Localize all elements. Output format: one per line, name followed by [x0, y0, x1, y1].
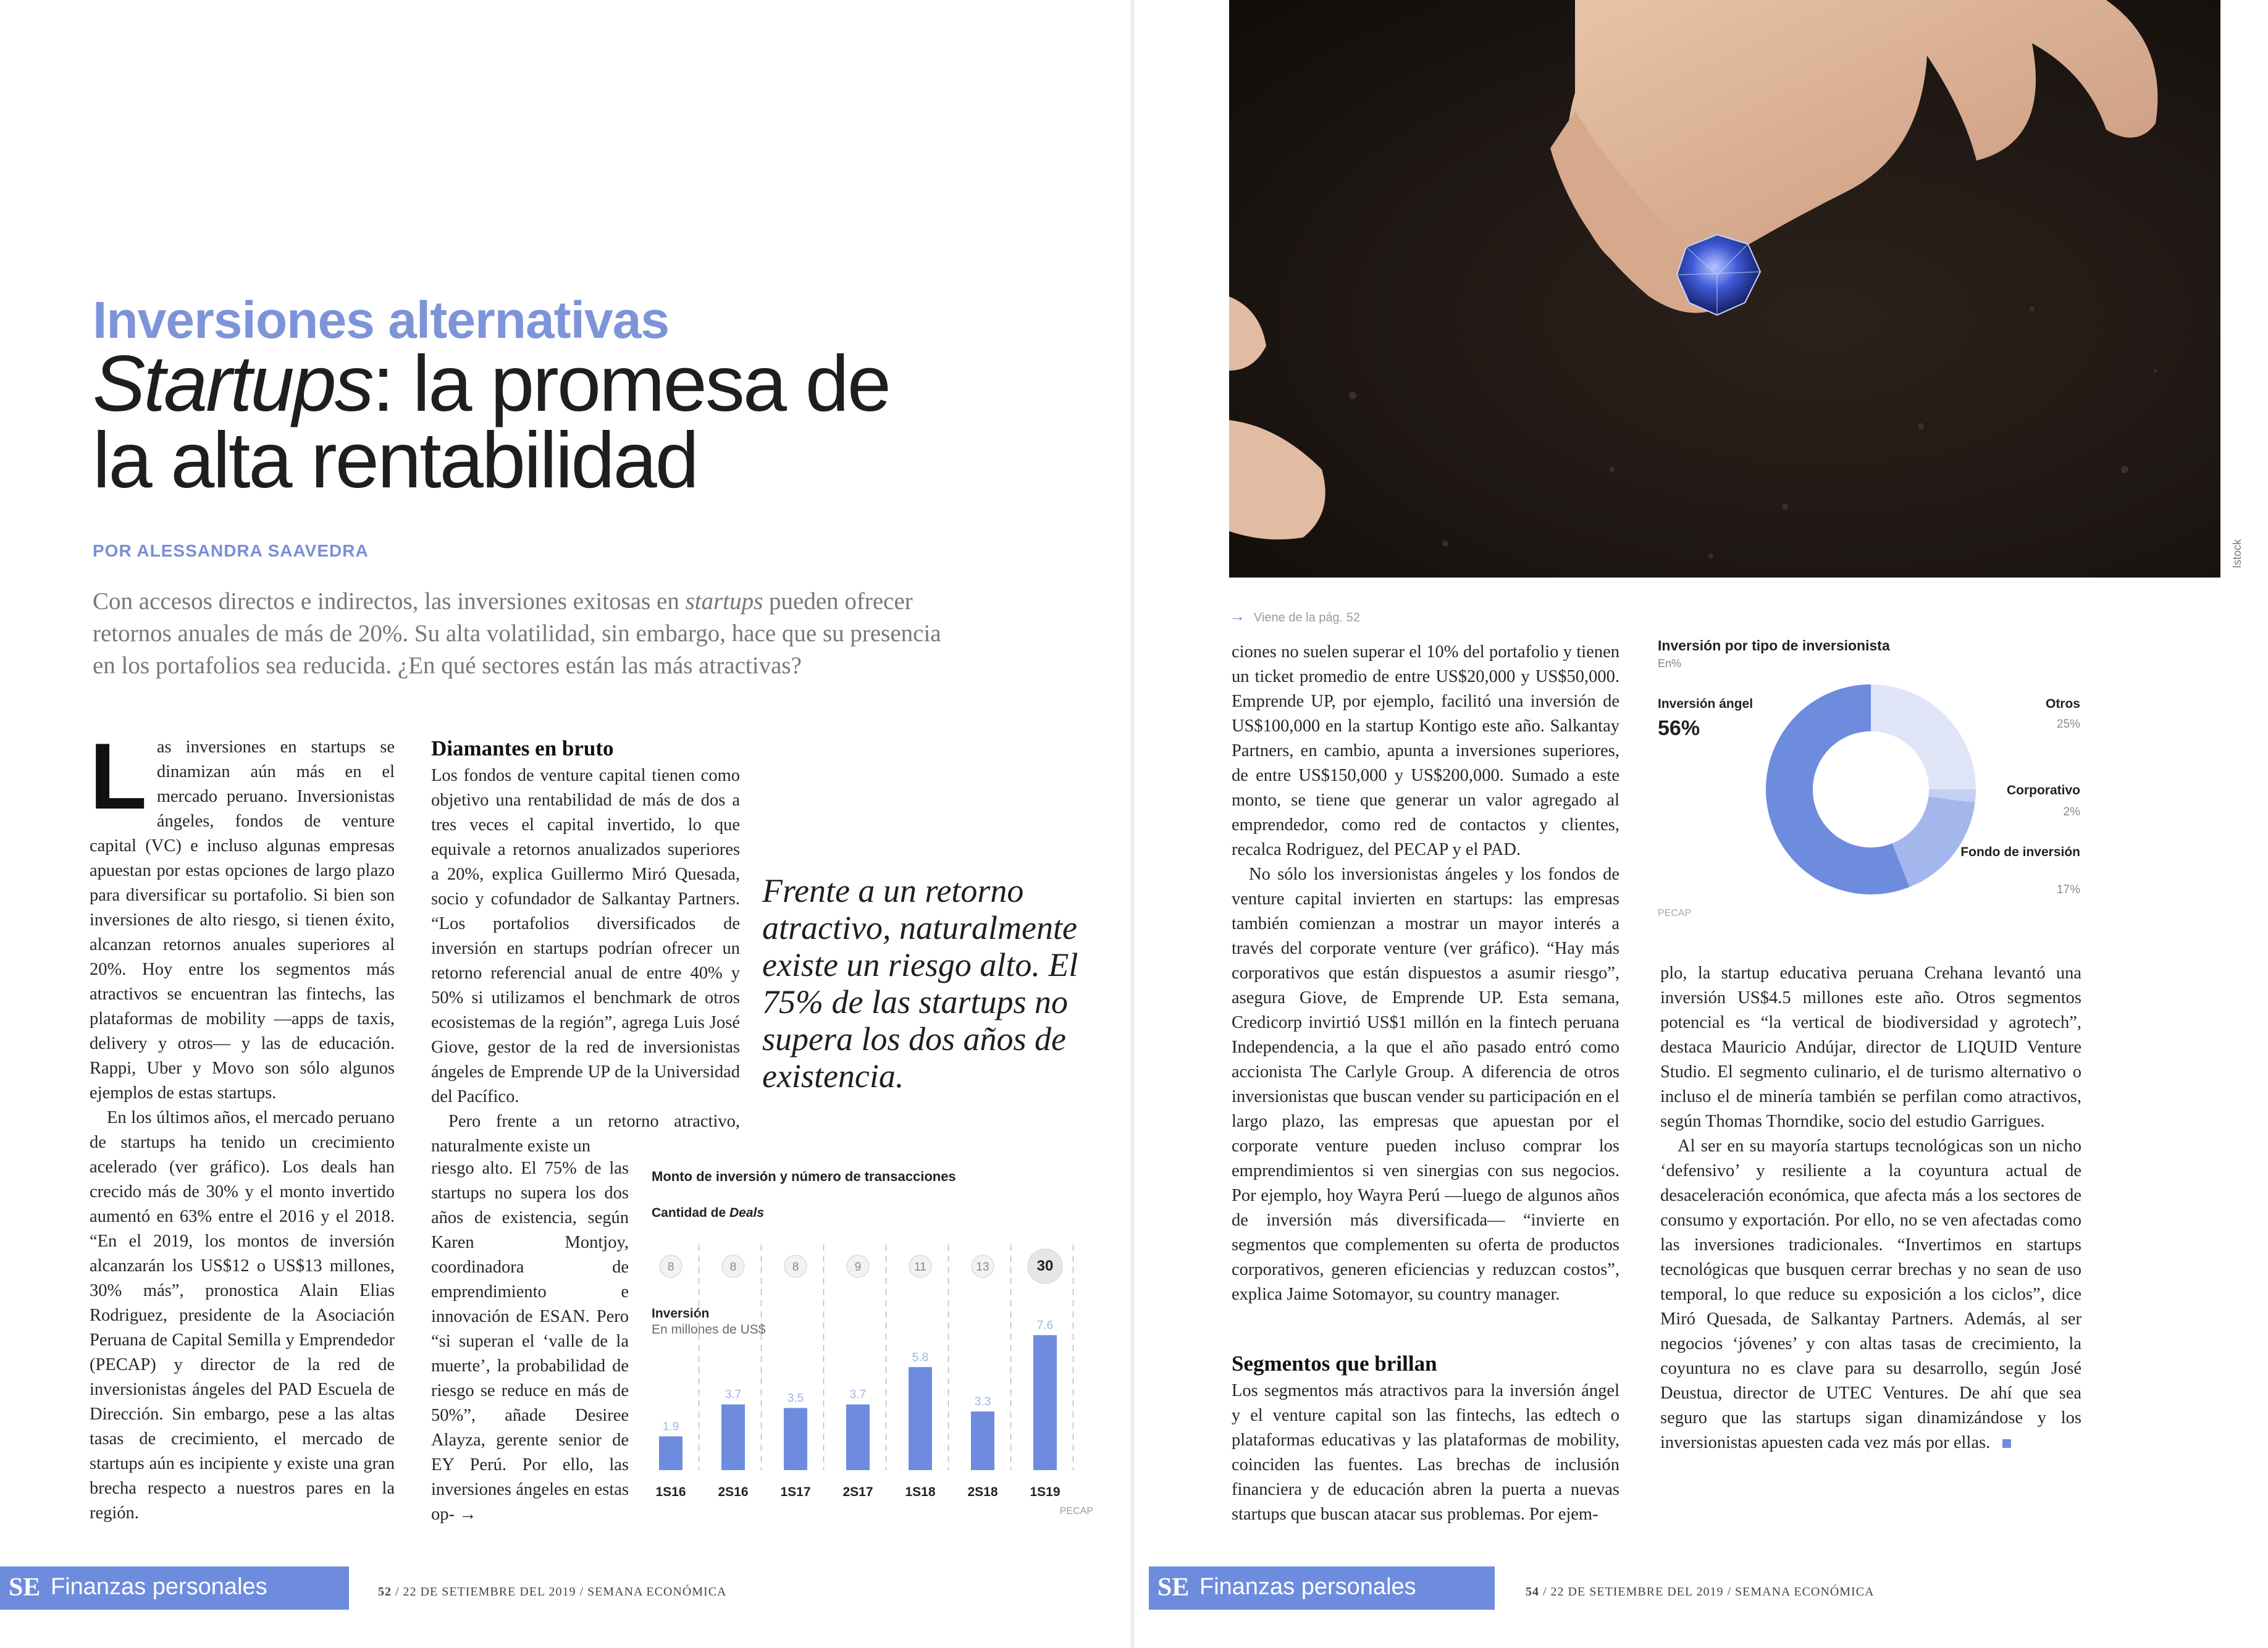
article-column-1	[90, 724, 395, 1526]
category-label: 2S17	[842, 1485, 873, 1499]
deals-value: 8	[792, 1261, 799, 1274]
byline: POR ALESSANDRA SAAVEDRA	[93, 541, 369, 560]
deck	[93, 586, 970, 682]
deck-pre: Con accesos directos e indirectos, las inversiones exitosas en	[93, 588, 686, 615]
paragraph: ciones no suelen superar el 10% del portafolio y tienen un ticket promedio de entre US$20,000 y US$50,000. Emprende UP, por ejemplo, facilitó una inversión de US$100,000 en la startup Kontigo este año. Salkantay Partners, en cambio, apunta a inversiones superiores, de entre US$150,000 y US$200,000. Sumado a este monto, se tiene que generar un valor agregado al emprendedor, como red de contactos y clientes, recalca Rodriguez, del PECAP y el PAD.	[1232, 642, 1619, 859]
headline-italic: Startups	[93, 340, 372, 428]
deals-value: 11	[914, 1261, 926, 1274]
bar-value-label: 3.3	[974, 1395, 991, 1409]
paragraph: Pero frente a un retorno atractivo, naturalmente existe un	[431, 1112, 740, 1156]
investment-bar	[971, 1411, 994, 1470]
bar-chart-svg	[649, 1161, 1093, 1507]
bar-value-label: 1.9	[662, 1420, 679, 1434]
deals-value: 9	[854, 1261, 862, 1274]
bar-value-label: 3.7	[724, 1388, 742, 1402]
value-angel: 56%	[1658, 717, 1700, 740]
label-angel: Inversión ángel	[1658, 697, 1754, 711]
paragraph-text: Al ser en su mayoría startups tecnológicas son un nicho ‘defensivo’ y resiliente a la coyuntura actual de desaceleración económica, que afecta más a los sectores de consumo y exportación. Por ello, no se ven afectadas como las inversiones tradicionales. “Invertimos en startups tecnológicas que busquen cerrar brechas y no sean de uso temporal, lo que reduce su exposición a los ciclos”, dice Miró Quesada, de Salkantay Partners. Además, al ser negocios ‘jóvenes’ y con altas tasas de crecimiento, la coyuntura no es clave para su desarrollo, según José Deustua, director de UTEC Ventures. De ahí que sea seguro que las startups sigan dinamizándose y los inversionistas apuesten cada vez más por ellas.	[1660, 1137, 2081, 1452]
folio-text: / 22 DE SETIEMBRE DEL 2019 / SEMANA ECONÓMICA	[392, 1585, 727, 1599]
footer-band	[0, 1566, 349, 1610]
donut-chart-svg	[1658, 637, 2084, 928]
photo-diamond-in-soil	[1229, 0, 2220, 578]
donut-slice	[1871, 684, 1976, 789]
footer-logo: SE	[1157, 1573, 1190, 1602]
lower-fingertips	[1229, 296, 1325, 539]
label-corporativo: Corporativo	[2006, 783, 2080, 797]
value-otros: 25%	[2056, 718, 2080, 731]
article-column-2	[431, 735, 740, 1159]
article-column-4	[1660, 961, 2081, 1455]
continued-text: Viene de la pág. 52	[1254, 611, 1361, 624]
deals-value: 8	[667, 1261, 674, 1274]
subhead-segmentos: Segmentos que brillan	[1232, 1352, 1437, 1376]
investment-bar	[721, 1405, 745, 1470]
investment-bar	[909, 1367, 932, 1470]
donut-title: Inversión por tipo de inversionista	[1658, 637, 1890, 654]
continued-from	[1229, 607, 1360, 626]
category-label: 1S19	[1030, 1485, 1060, 1499]
category-label: 2S16	[718, 1485, 749, 1499]
category-label: 1S17	[780, 1485, 811, 1499]
label-otros: Otros	[2045, 697, 2080, 711]
arrow-right-icon: →	[1229, 607, 1245, 625]
label-fondo: Fondo de inversión	[1960, 845, 2080, 859]
investment-label-text: Inversión	[652, 1306, 710, 1321]
photo-credit: Istock	[2231, 539, 2243, 568]
folio	[1526, 1585, 1874, 1599]
investment-bar	[659, 1436, 682, 1470]
headline-rest: : la promesa de la alta rentabilidad	[93, 340, 889, 505]
paragraph: Los segmentos más atractivos para la inversión ángel y el venture capital son las fintechs, las edtech o plataformas educativas y las plataformas de mobility, coinciden las fuentes. Las brechas de inclusión financiera y de educación abren la puerta a nuevas startups que buscan atacar sus problemas. Por ejem-	[1232, 1381, 1619, 1524]
deals-value: 8	[729, 1261, 737, 1274]
category-label: 1S16	[655, 1485, 686, 1499]
footer-logo: SE	[9, 1573, 41, 1602]
deals-value: 30	[1036, 1258, 1054, 1274]
paragraph: as inversiones en startups se dinamizan aún más en el mercado peruano. Inversionistas ángeles, fondos de venture capital (VC) e incluso algunas empresas apuestan por estas opciones de largo plazo para diversificar su portafolio. Si bien son inversiones de alto riesgo, si tienen éxito, alcanzan retornos anuales superiores al 20%. Hoy entre los segmentos más atractivos se encuentran las fintechs, las plataformas de mobility —apps de taxis, delivery y otros— y las de educación. Rappi, Uber y Movo son sólo algunos ejemplos de estas startups.	[90, 738, 395, 1103]
value-fondo: 17%	[2056, 883, 2080, 896]
pull-quote: Frente a un retorno atractivo, naturalmente existe un riesgo alto. El 75% de las startups no supera los dos años de existencia.	[762, 872, 1078, 1095]
value-corporativo: 2%	[2063, 805, 2080, 818]
bar-value-label: 3.7	[849, 1388, 867, 1402]
paragraph: En los últimos años, el mercado peruano de startups ha tenido un crecimiento acelerado (ver gráfico). Los deals han crecido más de 30% y el monto invertido aumentó en 63% entre el 2016 y el 2018. “En el 2019, los montos de inversión alcanzarán los US$12 o US$13 millones, 30% más”, pronostica Alain Elias Rodriguez, presidente de la Asociación Peruana de Capital Semilla y Emprendedor (PECAP) y director de la red de inversionistas ángeles del PAD Escuela de Dirección. Sin embargo, pese a las altas tasas de crecimiento, el mercado de startups aún es incipiente y existe una gran brecha respecto a nuestros pares en la región.	[90, 1108, 395, 1523]
folio-text: / 22 DE SETIEMBRE DEL 2019 / SEMANA ECONÓMICA	[1539, 1585, 1875, 1599]
bar-value-label: 3.5	[787, 1392, 804, 1405]
page-number: 52	[378, 1585, 392, 1599]
paragraph	[1660, 1134, 2081, 1455]
deck-italic: startups	[685, 588, 763, 615]
paragraph: Los fondos de venture capital tienen como objetivo una rentabilidad de más de dos a tres veces el capital invertido, lo que equivale a retornos anualizados superiores a 20%, explica Guillermo Miró Quesada, socio y cofundador de Salkantay Partners. “Los portafolios diversificados de inversión en startups podrían ofrecer un retorno referencial anual de entre 40% y 50% si utilizamos el benchmark de otros ecosistemas de la región”, agrega Luis José Giove, gestor de la red de inversionistas ángeles de Emprende UP de la Universidad del Pacífico.	[431, 766, 740, 1106]
subhead-diamantes: Diamantes en bruto	[431, 736, 614, 760]
bar-value-label: 7.6	[1036, 1319, 1054, 1332]
photo-illustration	[1229, 0, 2220, 578]
bar-chart	[649, 1161, 1093, 1520]
soil-specks	[1349, 306, 2157, 558]
deck-post: pueden ofrecer retornos anuales de más de 20%. Su alta volatilidad, sin embargo, hace que su presencia en los portafolios sea reducida. ¿En qué sectores están las más atractivas?	[93, 588, 941, 679]
bar-value-label: 5.8	[912, 1351, 929, 1364]
deals-label-italic: Deals	[729, 1206, 765, 1220]
paragraph: No sólo los inversionistas ángeles y los fondos de venture capital invierten en startups: las empresas también comienzan a mostrar un mayor interés a través del corporate venture (ver gráfico). “Hay más corporativos que están dispuestos a asumir riesgo”, asegura Giove, de Emprende UP. Esta semana, Credicorp invirtió US$1 millón en la fintech peruana Independencia, a la que el año pasado entró como accionista The Carlyle Group. A diferencia de otros inversionistas que buscan vender su participación en el largo plazo, las empresas que apuestan por el corporate venture pueden incluso comprar los emprendimientos si ven sinergias con sus negocios. Por ejemplo, hoy Wayra Perú —luego de algunos años de inversión más diversificada— “invierte en segmentos que complementen su oferta de productos corporativos, generen eficiencias y reduzcan costos”, explica Jaime Sotomayor, su country manager.	[1232, 865, 1619, 1304]
footer-section-name: Finanzas personales	[51, 1574, 267, 1600]
footer-section-name: Finanzas personales	[1199, 1574, 1416, 1600]
donut-source: PECAP	[1658, 908, 1692, 919]
end-mark	[2002, 1439, 2011, 1448]
deals-label-pre: Cantidad de	[652, 1206, 730, 1220]
article-column-3	[1232, 640, 1619, 1307]
chart-title: Monto de inversión y número de transacciones	[652, 1169, 956, 1184]
donut-slice	[1892, 797, 1975, 887]
article-column-2-tail: riesgo alto. El 75% de las startups no supera los dos años de existencia, según Karen Montjoy, coordinadora de emprendimiento e innovación de ESAN. Pero “si superan el ‘valle de la muerte’, la probabilidad de riesgo se reduce en más de 50%”, añade Desiree Alayza, gerente senior de EY Perú. Por ello, las inversiones ángeles en estas op- →	[431, 1159, 629, 1524]
investment-bar	[846, 1405, 870, 1470]
investment-bar	[784, 1408, 807, 1470]
section-kicker: Inversiones alternativas	[93, 291, 670, 349]
category-label: 2S18	[967, 1485, 998, 1499]
investment-unit: En millones de US$	[652, 1322, 766, 1337]
dropcap: L	[90, 724, 147, 829]
donut-unit: En%	[1658, 657, 1682, 670]
donut-chart	[1658, 637, 2084, 928]
paragraph: plo, la startup educativa peruana Crehana levantó una inversión US$4.5 millones este año. Otros segmentos potencial es “la vertical de biodiversidad y agrotech”, destaca Mauricio Andújar, director de LIQUID Venture Studio. El segmento culinario, el de turismo alternativo o incluso el de minería también se perfilan como atractivos, según Thomas Thorndike, socio del estudio Garrigues.	[1660, 964, 2081, 1131]
folio	[378, 1585, 726, 1599]
article-column-3-bottom	[1232, 1350, 1619, 1527]
headline	[93, 340, 896, 505]
investment-bar	[1033, 1335, 1057, 1471]
footer-band	[1149, 1566, 1495, 1610]
category-label: 1S18	[905, 1485, 936, 1499]
deals-value: 13	[976, 1261, 989, 1274]
page-number: 54	[1526, 1585, 1539, 1599]
chart-source: PECAP	[1059, 1506, 1093, 1516]
